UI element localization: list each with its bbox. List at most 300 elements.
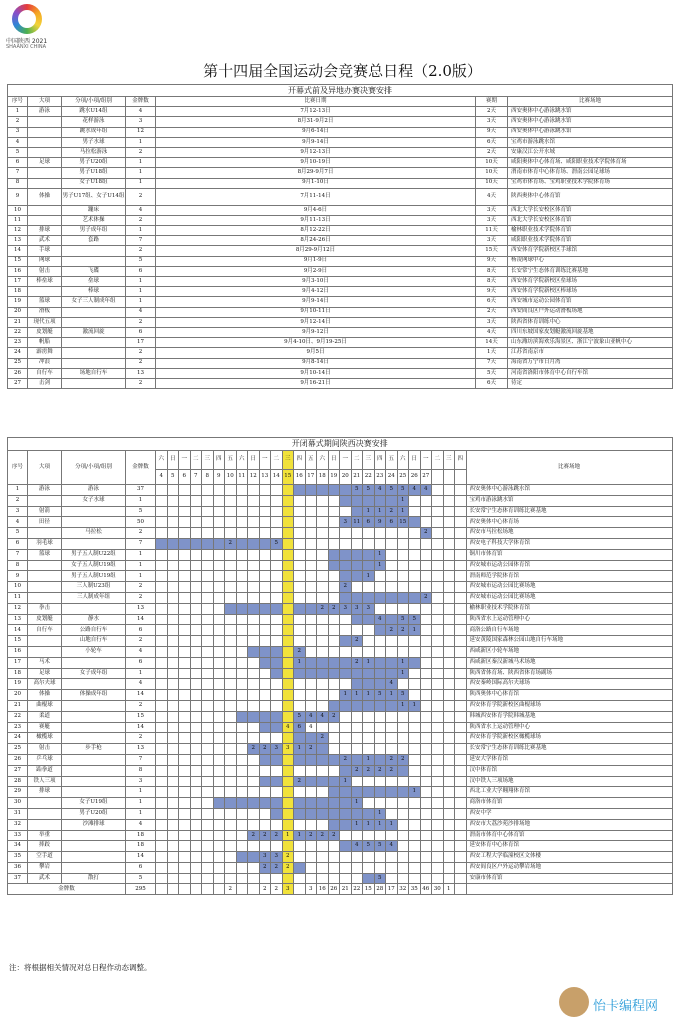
day-cell	[190, 862, 202, 873]
day-cell	[305, 798, 317, 809]
weekday-label: 四	[374, 451, 386, 470]
day-cell	[248, 711, 260, 722]
day-cell	[271, 733, 283, 744]
day-cell	[455, 506, 467, 517]
table-row	[8, 668, 673, 679]
day-cell	[317, 636, 329, 647]
row-sport: 滑板	[28, 307, 62, 317]
day-cell	[374, 495, 386, 506]
day-cell	[190, 873, 202, 884]
date-label: 27	[420, 470, 432, 485]
day-cell	[294, 485, 306, 496]
day-cell	[305, 657, 317, 668]
day-cell	[420, 722, 432, 733]
table-row	[8, 485, 673, 496]
day-cell	[271, 517, 283, 528]
header-venue: 比赛场地	[466, 451, 672, 485]
day-cell	[179, 819, 191, 830]
day-cell	[420, 787, 432, 798]
row-no: 18	[8, 668, 28, 679]
day-cell	[156, 549, 168, 560]
day-cell	[443, 495, 455, 506]
day-cell	[420, 668, 432, 679]
day-cell	[432, 819, 444, 830]
row-venue: 长安常宁生态体育训练比赛基地	[508, 266, 673, 276]
day-cell	[179, 495, 191, 506]
table-row	[8, 679, 673, 690]
day-cell	[179, 852, 191, 863]
day-cell	[340, 711, 352, 722]
day-cell	[443, 571, 455, 582]
day-cell	[225, 841, 237, 852]
row-sport: 现代五项	[28, 317, 62, 327]
day-cell: 1	[374, 506, 386, 517]
day-cell	[443, 528, 455, 539]
row-medals: 2	[126, 147, 156, 157]
row-medals: 1	[126, 808, 156, 819]
logo-ring-icon	[12, 4, 42, 34]
row-days: 4天	[476, 188, 508, 205]
day-cell	[317, 549, 329, 560]
day-cell	[443, 603, 455, 614]
day-cell	[248, 625, 260, 636]
day-cell	[432, 733, 444, 744]
row-medals: 7	[126, 538, 156, 549]
day-cell	[236, 808, 248, 819]
day-cell	[351, 776, 363, 787]
day-cell	[202, 830, 214, 841]
day-cell: 5	[409, 614, 421, 625]
day-cell	[202, 819, 214, 830]
row-sport: 霹雳舞	[28, 348, 62, 358]
row-venue: 山东潍坊滨海欢乐海景区、浙江宁波象山亚帆中心	[508, 338, 673, 348]
row-days: 9天	[476, 256, 508, 266]
day-cell	[363, 625, 375, 636]
row-sport: 柔道	[28, 711, 62, 722]
date-label: 13	[259, 470, 271, 485]
day-cell	[317, 798, 329, 809]
day-cell	[397, 819, 409, 830]
row-medals: 1	[126, 226, 156, 236]
day-cell	[248, 528, 260, 539]
row-no: 3	[8, 506, 28, 517]
day-cell	[156, 765, 168, 776]
day-cell	[248, 841, 260, 852]
day-cell: 2	[386, 765, 398, 776]
day-cell	[432, 711, 444, 722]
day-cell	[179, 560, 191, 571]
day-cell	[248, 592, 260, 603]
day-cell	[328, 538, 340, 549]
table-row	[8, 549, 673, 560]
row-no: 26	[8, 368, 28, 378]
row-event: 山地自行车	[62, 636, 126, 647]
day-cell	[225, 744, 237, 755]
day-cell	[190, 549, 202, 560]
day-cell: 1	[397, 495, 409, 506]
day-cell	[248, 517, 260, 528]
table-row	[8, 338, 673, 348]
row-days: 10天	[476, 158, 508, 168]
weekday-label: 三	[363, 451, 375, 470]
day-cell	[236, 722, 248, 733]
row-sport: 篮球	[28, 297, 62, 307]
day-cell	[294, 625, 306, 636]
row-venue: 陕西省体育场、陕西省体育场副场	[466, 668, 672, 679]
day-cell	[363, 798, 375, 809]
day-cell	[305, 841, 317, 852]
day-cell	[363, 636, 375, 647]
date-label: 26	[409, 470, 421, 485]
day-cell	[317, 625, 329, 636]
day-cell: 2	[282, 862, 294, 873]
day-cell	[202, 765, 214, 776]
day-cell	[271, 603, 283, 614]
day-cell: 1	[363, 690, 375, 701]
day-cell	[374, 700, 386, 711]
day-cell	[190, 614, 202, 625]
day-cell	[420, 733, 432, 744]
row-sport	[28, 147, 62, 157]
day-cell	[317, 765, 329, 776]
total-day-cell	[236, 884, 248, 895]
day-cell	[351, 549, 363, 560]
day-cell	[259, 506, 271, 517]
day-cell	[248, 733, 260, 744]
day-cell	[202, 776, 214, 787]
weekday-label: 二	[271, 451, 283, 470]
day-cell	[236, 690, 248, 701]
day-cell	[305, 862, 317, 873]
opening-closing-schedule-table	[7, 437, 673, 895]
row-no: 2	[8, 495, 28, 506]
day-cell	[328, 528, 340, 539]
day-cell	[386, 603, 398, 614]
day-cell	[294, 668, 306, 679]
day-cell	[328, 582, 340, 593]
day-cell	[420, 873, 432, 884]
weekday-label: 日	[248, 451, 260, 470]
day-cell	[167, 657, 179, 668]
date-label: 11	[236, 470, 248, 485]
row-no: 30	[8, 798, 28, 809]
day-cell	[443, 852, 455, 863]
weekday-label: 六	[317, 451, 329, 470]
day-cell	[409, 668, 421, 679]
day-cell	[259, 538, 271, 549]
day-cell: 2	[328, 711, 340, 722]
day-cell	[282, 679, 294, 690]
table-row	[8, 582, 673, 593]
day-cell	[420, 582, 432, 593]
day-cell	[305, 538, 317, 549]
day-cell	[409, 646, 421, 657]
day-cell	[190, 560, 202, 571]
row-no: 20	[8, 307, 28, 317]
day-cell	[317, 517, 329, 528]
day-cell	[374, 592, 386, 603]
day-cell	[225, 873, 237, 884]
day-cell	[225, 808, 237, 819]
row-venue: 延安大学体育馆	[466, 754, 672, 765]
row-event	[62, 711, 126, 722]
day-cell	[455, 711, 467, 722]
day-cell	[432, 603, 444, 614]
row-venue: 商洛公路自行车场地	[466, 625, 672, 636]
table-row	[8, 744, 673, 755]
day-cell	[236, 830, 248, 841]
day-cell	[432, 744, 444, 755]
day-cell	[397, 571, 409, 582]
day-cell: 2	[386, 625, 398, 636]
row-no: 27	[8, 378, 28, 388]
row-event: 男子U20组	[62, 158, 126, 168]
day-cell: 2	[305, 744, 317, 755]
day-cell	[259, 776, 271, 787]
day-cell	[374, 636, 386, 647]
day-cell	[248, 603, 260, 614]
row-no: 21	[8, 700, 28, 711]
day-cell	[317, 841, 329, 852]
row-venue: 陕西省体育训练中心	[508, 317, 673, 327]
day-cell	[259, 787, 271, 798]
day-cell	[363, 582, 375, 593]
logo-subtext: SHAANXI CHINA	[6, 44, 47, 50]
row-no: 11	[8, 592, 28, 603]
row-venue: 宝鸡市体育场、宝鸡职业技术学院体育场	[508, 178, 673, 188]
row-event: 艺术体操	[62, 215, 126, 225]
table-row	[8, 495, 673, 506]
table-row	[8, 327, 673, 337]
row-sport: 游泳	[28, 485, 62, 496]
day-cell	[294, 873, 306, 884]
day-cell: 2	[363, 765, 375, 776]
day-cell	[213, 495, 225, 506]
total-day-cell	[202, 884, 214, 895]
day-cell	[202, 485, 214, 496]
day-cell	[420, 852, 432, 863]
day-cell	[167, 668, 179, 679]
day-cell	[386, 808, 398, 819]
day-cell	[397, 798, 409, 809]
row-days: 2天	[476, 147, 508, 157]
day-cell	[179, 592, 191, 603]
row-medals: 1	[126, 571, 156, 582]
day-cell	[340, 841, 352, 852]
day-cell	[328, 485, 340, 496]
day-cell	[271, 571, 283, 582]
table-row	[8, 226, 673, 236]
row-no: 11	[8, 215, 28, 225]
day-cell	[179, 841, 191, 852]
day-cell	[259, 646, 271, 657]
row-event	[62, 338, 126, 348]
day-cell	[236, 657, 248, 668]
day-cell: 2	[225, 538, 237, 549]
day-cell	[259, 495, 271, 506]
row-venue: 延安体育中心体育馆	[466, 841, 672, 852]
total-row	[8, 884, 673, 895]
day-cell	[213, 538, 225, 549]
day-cell	[409, 754, 421, 765]
day-cell: 1	[294, 830, 306, 841]
row-medals: 13	[126, 603, 156, 614]
day-cell	[179, 657, 191, 668]
day-cell: 2	[271, 862, 283, 873]
day-cell	[294, 754, 306, 765]
day-cell	[167, 614, 179, 625]
day-cell: 1	[374, 808, 386, 819]
row-medals: 6	[126, 625, 156, 636]
row-venue: 西安奥体中心游泳跳水馆	[466, 485, 672, 496]
row-event: 场地自行车	[62, 368, 126, 378]
day-cell	[282, 657, 294, 668]
date-label: 15	[282, 470, 294, 485]
day-cell: 2	[386, 506, 398, 517]
day-cell	[282, 625, 294, 636]
day-cell	[328, 614, 340, 625]
day-cell	[340, 852, 352, 863]
day-cell	[386, 830, 398, 841]
row-no: 9	[8, 571, 28, 582]
day-cell	[167, 754, 179, 765]
table-row	[8, 571, 673, 582]
day-cell	[259, 754, 271, 765]
day-cell	[351, 560, 363, 571]
day-cell	[190, 603, 202, 614]
day-cell	[409, 679, 421, 690]
row-sport	[28, 117, 62, 127]
day-cell	[213, 787, 225, 798]
day-cell	[236, 873, 248, 884]
weekday-label: 二	[190, 451, 202, 470]
day-cell	[213, 798, 225, 809]
row-medals: 1	[126, 668, 156, 679]
day-cell	[271, 614, 283, 625]
day-cell: 2	[328, 830, 340, 841]
row-medals: 1	[126, 178, 156, 188]
row-days: 15天	[476, 246, 508, 256]
total-day-cell: 3	[282, 884, 294, 895]
row-no: 12	[8, 603, 28, 614]
day-cell	[248, 560, 260, 571]
row-no: 3	[8, 127, 28, 137]
day-cell	[236, 862, 248, 873]
day-cell	[386, 636, 398, 647]
row-sport	[28, 205, 62, 215]
day-cell	[202, 560, 214, 571]
row-days: 14天	[476, 338, 508, 348]
row-medals: 1	[126, 560, 156, 571]
day-cell	[386, 592, 398, 603]
day-cell	[259, 560, 271, 571]
day-cell	[420, 517, 432, 528]
day-cell	[455, 657, 467, 668]
day-cell	[179, 485, 191, 496]
day-cell	[202, 528, 214, 539]
day-cell	[420, 830, 432, 841]
day-cell	[305, 485, 317, 496]
date-label: 8	[202, 470, 214, 485]
day-cell	[259, 549, 271, 560]
row-sport	[28, 808, 62, 819]
row-days: 1天	[476, 348, 508, 358]
day-cell	[317, 646, 329, 657]
day-cell	[167, 603, 179, 614]
row-event: 男子U17组、女子U14组	[62, 188, 126, 205]
row-medals: 4	[126, 646, 156, 657]
day-cell	[409, 711, 421, 722]
day-cell	[443, 506, 455, 517]
row-no: 10	[8, 582, 28, 593]
day-cell	[351, 852, 363, 863]
day-cell	[282, 798, 294, 809]
day-cell	[236, 819, 248, 830]
day-cell: 5	[294, 711, 306, 722]
day-cell	[213, 679, 225, 690]
row-no: 37	[8, 873, 28, 884]
day-cell: 1	[363, 754, 375, 765]
day-cell: 2	[282, 852, 294, 863]
day-cell	[225, 625, 237, 636]
day-cell	[271, 495, 283, 506]
row-event: 女子五人制U19组	[62, 560, 126, 571]
row-event	[62, 776, 126, 787]
day-cell	[190, 636, 202, 647]
row-dates: 9月3-10日	[156, 277, 476, 287]
day-cell	[236, 528, 248, 539]
day-cell: 3	[282, 744, 294, 755]
row-dates: 7月11-14日	[156, 188, 476, 205]
day-cell	[317, 722, 329, 733]
row-no: 12	[8, 226, 28, 236]
day-cell	[202, 657, 214, 668]
day-cell	[248, 798, 260, 809]
day-cell	[202, 668, 214, 679]
row-no: 29	[8, 787, 28, 798]
row-venue: 西安电子科技大学体育馆	[466, 538, 672, 549]
day-cell	[225, 646, 237, 657]
total-venue	[466, 884, 672, 895]
day-cell	[236, 798, 248, 809]
row-medals: 6	[126, 862, 156, 873]
row-sport: 射箭	[28, 506, 62, 517]
day-cell	[248, 614, 260, 625]
day-cell	[282, 754, 294, 765]
day-cell: 6	[363, 517, 375, 528]
row-dates: 8月31-9月2日	[156, 117, 476, 127]
row-venue: 咸阳奥体中心体育场、咸阳职业技术学院体育场	[508, 158, 673, 168]
watermark-text: 怡卡编程网	[593, 999, 659, 1014]
day-cell	[179, 614, 191, 625]
weekday-label: 三	[443, 451, 455, 470]
day-cell	[305, 625, 317, 636]
day-cell	[271, 722, 283, 733]
day-cell	[156, 528, 168, 539]
table-row	[8, 107, 673, 117]
row-days: 3天	[476, 215, 508, 225]
day-cell	[213, 646, 225, 657]
day-cell	[271, 798, 283, 809]
row-event	[62, 538, 126, 549]
day-cell	[190, 765, 202, 776]
day-cell	[167, 495, 179, 506]
day-cell	[213, 711, 225, 722]
row-no: 2	[8, 117, 28, 127]
day-cell	[236, 636, 248, 647]
row-days: 4天	[476, 327, 508, 337]
day-cell: 1	[374, 549, 386, 560]
